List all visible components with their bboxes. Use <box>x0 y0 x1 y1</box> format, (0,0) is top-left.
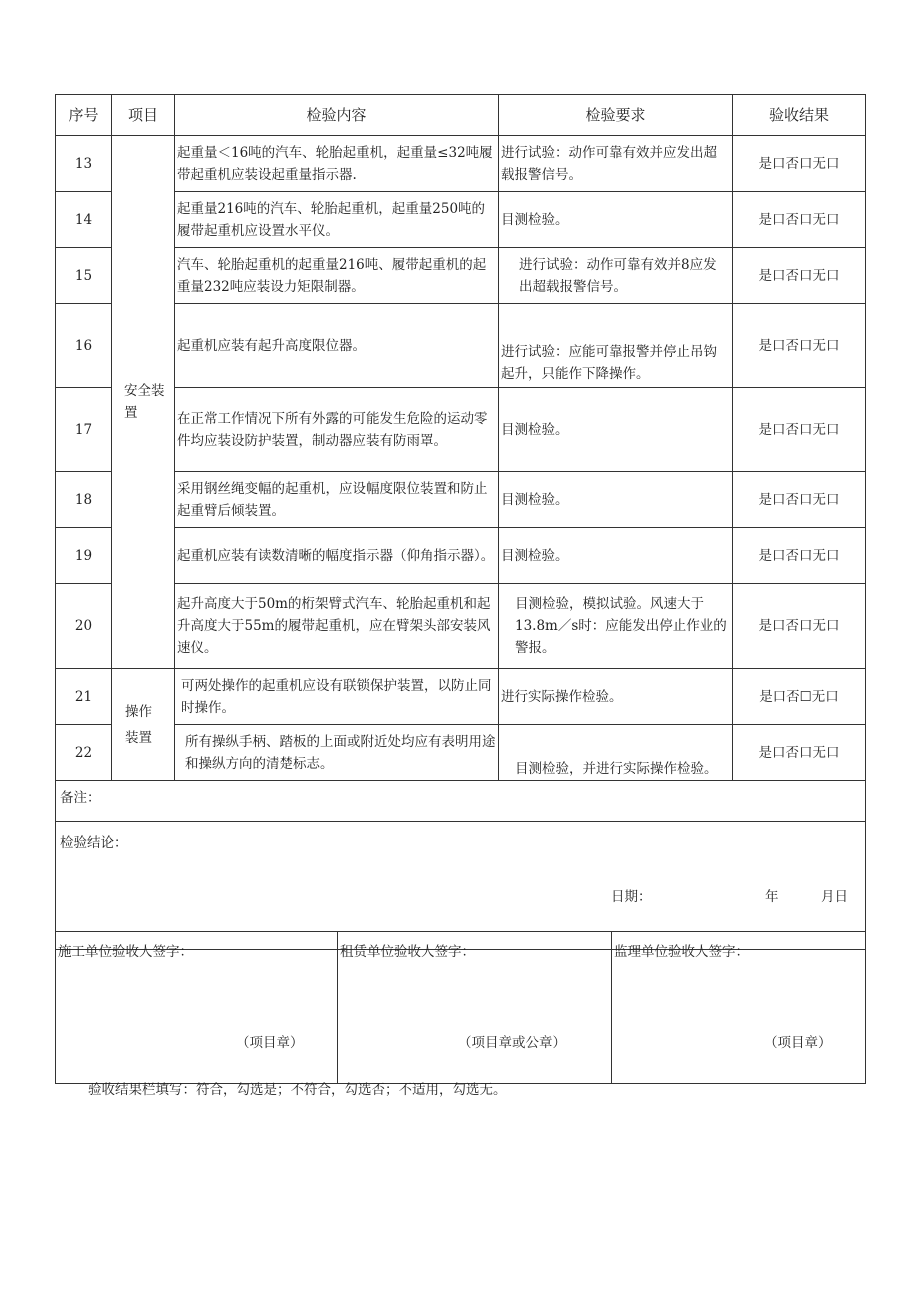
inspection-table <box>55 94 866 950</box>
row-requirement: 进行试验：应能可靠报警并停止吊钩起升，只能作下降操作。 <box>499 304 733 388</box>
row-result-checkboxes[interactable]: 是口否口无口 <box>733 248 866 304</box>
header-no: 序号 <box>56 95 112 136</box>
header-requirement: 检验要求 <box>499 95 733 136</box>
table-row <box>56 528 866 584</box>
row-content: 在正常工作情况下所有外露的可能发生危险的运动零件均应装设防护装置，制动器应装有防雨罩。 <box>175 388 499 472</box>
row-result-checkboxes[interactable]: 是口否口无口 <box>733 725 866 781</box>
signature-table <box>55 931 866 1084</box>
category-label: 操作装置 <box>125 703 152 746</box>
remarks-field[interactable] <box>56 781 866 822</box>
seal-label: （项目章） <box>764 1035 832 1051</box>
conclusion-label: 检验结论： <box>60 835 128 851</box>
signature-leasing[interactable] <box>338 932 612 1084</box>
header-result: 验收结果 <box>733 95 866 136</box>
row-number: 21 <box>56 669 112 725</box>
row-requirement: 目测检验，并进行实际操作检验。 <box>499 725 733 781</box>
row-number: 14 <box>56 192 112 248</box>
row-number: 20 <box>56 584 112 669</box>
table-header-row <box>56 95 866 136</box>
table-row <box>56 669 866 725</box>
row-number: 17 <box>56 388 112 472</box>
row-result-checkboxes[interactable]: 是口否口无口 <box>733 388 866 472</box>
row-number: 22 <box>56 725 112 781</box>
seal-label: （项目章或公章） <box>458 1035 566 1051</box>
row-result-checkboxes[interactable]: 是口否口无口 <box>733 304 866 388</box>
seal-label: （项目章） <box>236 1035 304 1051</box>
row-result-checkboxes[interactable]: 是口否口无口 <box>733 528 866 584</box>
signature-label: 施工单位验收人签字： <box>58 944 193 960</box>
row-result-checkboxes[interactable]: 是口否口无口 <box>733 192 866 248</box>
row-number: 15 <box>56 248 112 304</box>
month-day-label: 月日 <box>821 889 848 905</box>
row-content: 所有操纵手柄、踏板的上面或附近处均应有表明用途和操纵方向的清楚标志。 <box>175 725 499 781</box>
signature-label: 租赁单位验收人签字： <box>340 944 475 960</box>
row-requirement: 进行实际操作检验。 <box>499 669 733 725</box>
table-row <box>56 388 866 472</box>
row-requirement: 目测检验。 <box>499 192 733 248</box>
signature-row <box>56 932 866 1084</box>
row-result-checkboxes[interactable]: 是口否口无口 <box>733 472 866 528</box>
row-requirement: 目测检验。 <box>499 528 733 584</box>
signature-construction[interactable] <box>56 932 338 1084</box>
row-content: 汽车、轮胎起重机的起重量216吨、履带起重机的起重量232吨应装设力矩限制器。 <box>175 248 499 304</box>
header-content: 检验内容 <box>175 95 499 136</box>
table-row <box>56 136 866 192</box>
row-requirement: 目测检验。 <box>499 472 733 528</box>
table-row <box>56 584 866 669</box>
signature-label: 监理单位验收人签字： <box>614 944 749 960</box>
remarks-row <box>56 781 866 822</box>
table-row <box>56 472 866 528</box>
row-requirement: 目测检验。 <box>499 388 733 472</box>
table-row <box>56 192 866 248</box>
row-content: 起重机应装有起升高度限位器。 <box>175 304 499 388</box>
category-label: 安全装置 <box>124 383 165 421</box>
row-content: 采用钢丝绳变幅的起重机，应设幅度限位装置和防止起重臂后倾装置。 <box>175 472 499 528</box>
row-number: 13 <box>56 136 112 192</box>
row-number: 16 <box>56 304 112 388</box>
category-safety <box>112 136 175 669</box>
row-content: 可两处操作的起重机应设有联锁保护装置，以防止同时操作。 <box>175 669 499 725</box>
category-operation <box>112 669 175 781</box>
row-requirement: 进行试验：动作可靠有效并应发出超载报警信号。 <box>499 136 733 192</box>
header-item: 项目 <box>112 95 175 136</box>
table-row <box>56 304 866 388</box>
row-requirement: 进行试验：动作可靠有效并8应发出超载报警信号。 <box>499 248 733 304</box>
date-line <box>611 886 848 908</box>
row-result-checkboxes[interactable]: 是口否口无口 <box>733 584 866 669</box>
date-label: 日期： <box>611 889 652 905</box>
row-number: 19 <box>56 528 112 584</box>
footnote: 验收结果栏填写：符合，勾选是；不符合，勾选否；不适用，勾选无。 <box>88 1082 507 1098</box>
row-requirement: 目测检验，模拟试验。风速大于13.8m／s时：应能发出停止作业的警报。 <box>499 584 733 669</box>
row-result-checkboxes[interactable]: 是口否☐无口 <box>733 669 866 725</box>
table-row <box>56 248 866 304</box>
signature-supervision[interactable] <box>612 932 866 1084</box>
row-content: 起重量＜16吨的汽车、轮胎起重机，起重量≤32吨履带起重机应装设起重量指示器. <box>175 136 499 192</box>
row-content: 起重机应装有读数清晰的幅度指示器（仰角指示器）。 <box>175 528 499 584</box>
row-content: 起重量216吨的汽车、轮胎起重机，起重量250吨的履带起重机应设置水平仪。 <box>175 192 499 248</box>
row-number: 18 <box>56 472 112 528</box>
table-row <box>56 725 866 781</box>
remarks-label: 备注： <box>60 790 101 806</box>
row-result-checkboxes[interactable]: 是口否口无口 <box>733 136 866 192</box>
row-content: 起升高度大于50m的桁架臂式汽车、轮胎起重机和起升高度大于55m的履带起重机，应在臂架头部安装风速仪。 <box>175 584 499 669</box>
year-label: 年 <box>765 889 779 905</box>
